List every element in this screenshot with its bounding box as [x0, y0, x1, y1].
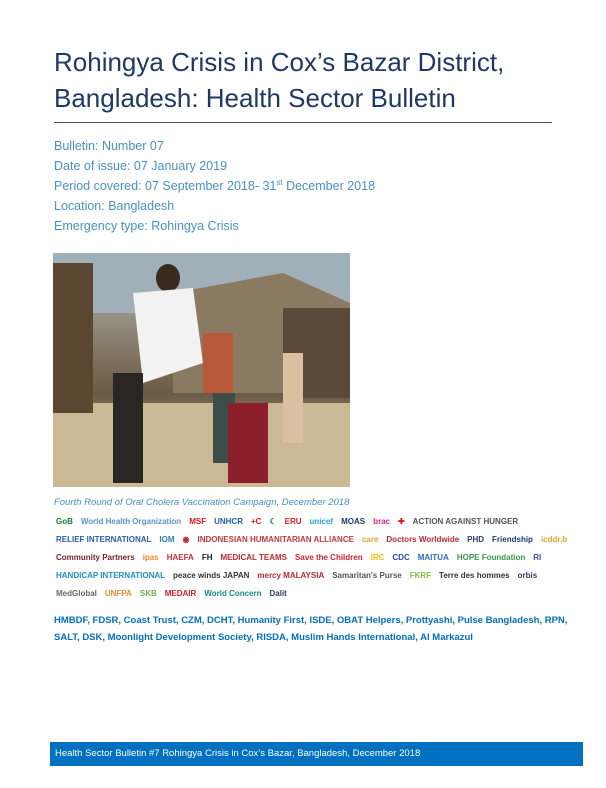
vaccination-photo-illustration	[53, 253, 350, 487]
partner-logo: ERU	[284, 517, 302, 526]
partner-logo: MOAS	[341, 517, 366, 526]
period-covered	[54, 176, 375, 196]
page-title: Rohingya Crisis in Cox’s Bazar District, Bangladesh: Health Sector Bulletin	[54, 47, 505, 113]
photo-caption: Fourth Round of Oral Cholera Vaccination Campaign, December 2018	[54, 497, 350, 508]
partner-logo: ✚	[397, 517, 405, 526]
partner-list: HMBDF, FDSR, Coast Trust, CZM, DCHT, Humanity First, ISDE, OBAT Helpers, Prottyashi, Pulse Bangladesh, RPN, SALT, DSK, Moonlight Development Society, RISDA, Muslim Hands International, Al Markazul	[54, 615, 568, 643]
partner-logo: Save the Children	[295, 553, 363, 562]
partner-logo: Samaritan's Purse	[332, 571, 402, 580]
partner-logo: orbis	[517, 571, 538, 580]
partner-logo: ACTION AGAINST HUNGER	[412, 517, 519, 526]
emergency-type: Emergency type: Rohingya Crisis	[54, 219, 239, 233]
partner-logo: Terre des hommes	[439, 571, 510, 580]
period-suffix: December 2018	[282, 179, 376, 193]
partner-logo: unicef	[309, 517, 334, 526]
partner-logo: MSF	[189, 517, 207, 526]
partner-logo: HANDICAP INTERNATIONAL	[56, 571, 166, 580]
partner-logos	[54, 514, 584, 602]
partner-logo: SKB	[139, 589, 157, 598]
partner-logo: ◉	[182, 535, 190, 544]
partner-logo: GoB	[56, 517, 73, 526]
bulletin-number: Bulletin: Number 07	[54, 139, 164, 153]
partner-logo: HOPE Foundation	[456, 553, 526, 562]
partner-logo: MEDAIR	[164, 589, 197, 598]
partner-logo: IOM	[159, 535, 175, 544]
partner-logo: IRC	[370, 553, 385, 562]
partner-logo: PHD	[467, 535, 485, 544]
date-of-issue: Date of issue: 07 January 2019	[54, 159, 228, 173]
title-divider	[54, 122, 552, 123]
partner-logo: ☾	[269, 517, 277, 526]
partner-logo: World Health Organization	[80, 517, 182, 526]
partner-logo: ipas	[142, 553, 159, 562]
partner-logo: HAEFA	[166, 553, 194, 562]
partner-logo: icddr,b	[540, 535, 568, 544]
partner-logo: RI	[533, 553, 542, 562]
location: Location: Bangladesh	[54, 199, 175, 213]
partner-logo: brac	[373, 517, 390, 526]
cover-photo	[53, 253, 350, 487]
partners-section	[54, 514, 584, 646]
partner-logo: INDONESIAN HUMANITARIAN ALLIANCE	[197, 535, 354, 544]
partner-logo: FKRF	[409, 571, 432, 580]
bulletin-metadata	[54, 136, 375, 236]
partner-logo: UNHCR	[214, 517, 243, 526]
partner-logo: MEDICAL TEAMS	[220, 553, 288, 562]
footer-bar: Health Sector Bulletin #7 Rohingya Crisis in Cox’s Bazar, Bangladesh, December 2018	[50, 742, 583, 766]
partner-logo: peace winds JAPAN	[173, 571, 250, 580]
partner-logo: RELIEF INTERNATIONAL	[56, 535, 152, 544]
partner-logo: care	[361, 535, 379, 544]
period-sup: st	[276, 177, 283, 187]
partner-logo: UNFPA	[104, 589, 132, 598]
partner-logo: +C	[250, 517, 262, 526]
partner-logo: mercy MALAYSIA	[257, 571, 325, 580]
partner-logo: MedGlobal	[56, 589, 97, 598]
partner-logo: World Concern	[204, 589, 262, 598]
partner-logo: CDC	[392, 553, 410, 562]
period-prefix: Period covered: 07 September 2018- 31	[54, 179, 277, 193]
partner-logo: Doctors Worldwide	[386, 535, 460, 544]
partner-logo: Dalit	[269, 589, 287, 598]
partner-logo: Community Partners	[56, 553, 135, 562]
partner-logo: Friendship	[492, 535, 533, 544]
partner-logo: FH	[201, 553, 213, 562]
partner-logo: MAITUA	[417, 553, 449, 562]
